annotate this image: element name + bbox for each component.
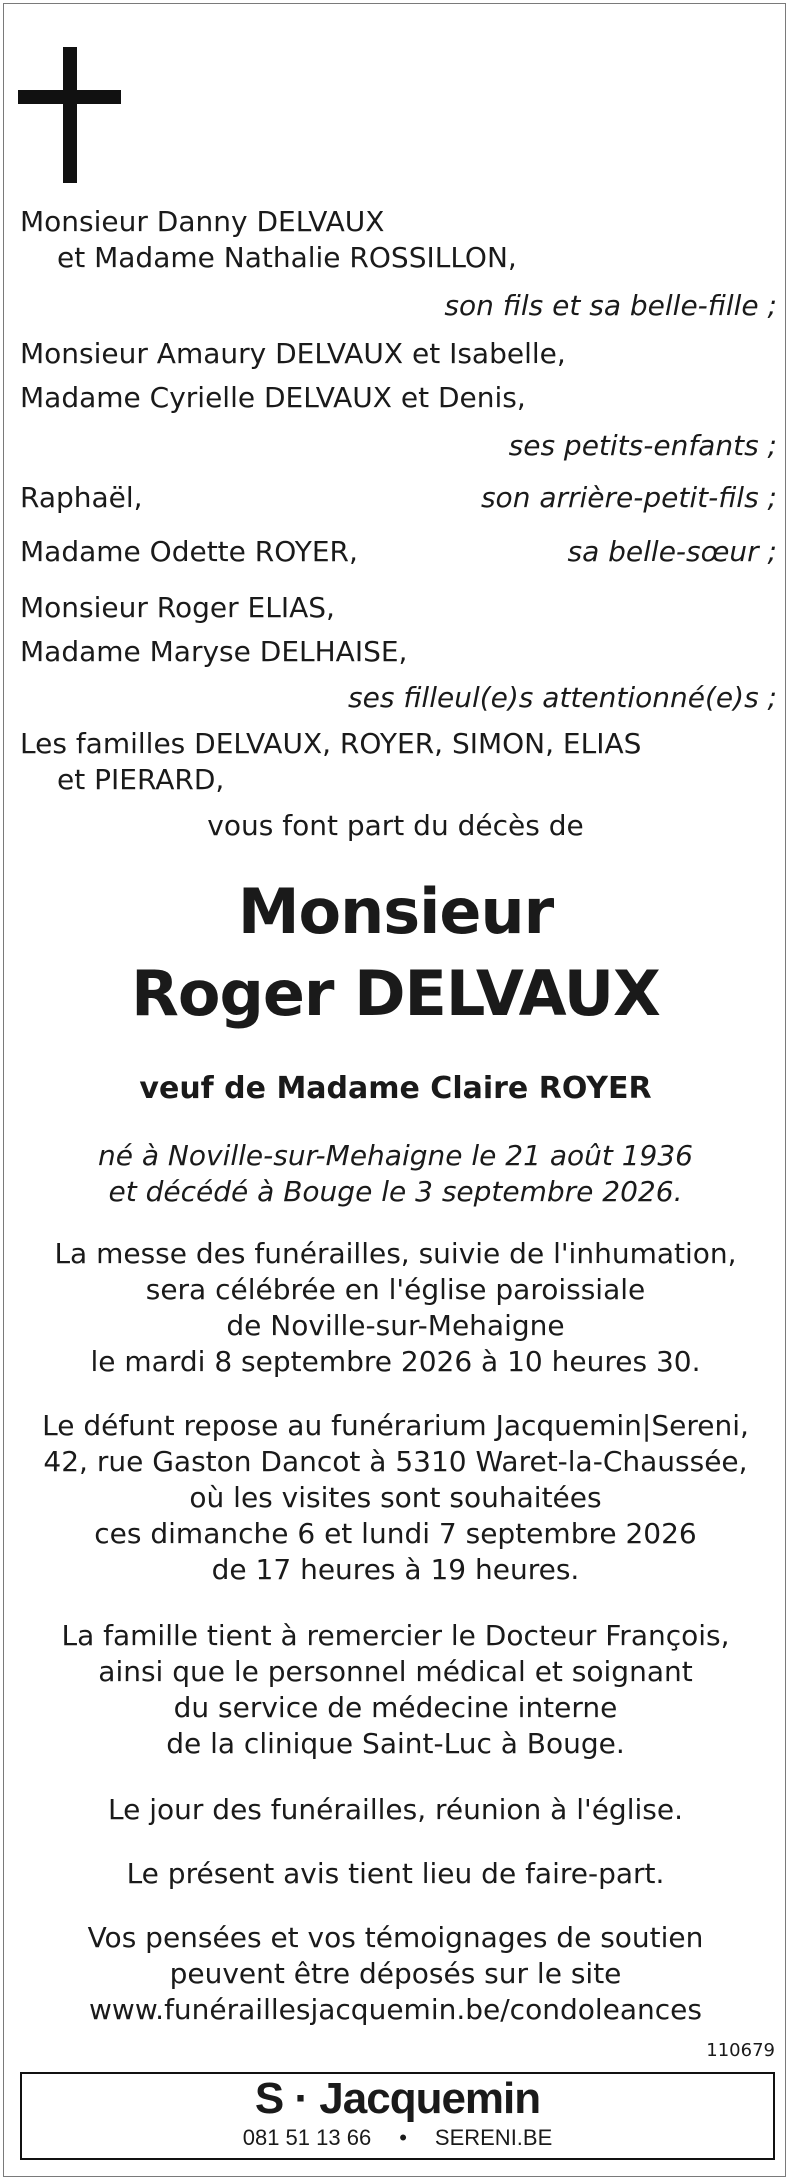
family-line: Monsieur Roger ELIAS, — [20, 591, 335, 624]
meeting-line: Le jour des funérailles, réunion à l'église. — [108, 1793, 683, 1826]
funeral-home-logo: S · Jacquemin — [254, 2074, 541, 2123]
family-line: Madame Maryse DELHAISE, — [20, 635, 408, 668]
relation-label: ses filleul(e)s attentionné(e)s ; — [348, 681, 777, 714]
family-line-split — [20, 534, 777, 570]
condolences-line: peuvent être déposés sur le site — [169, 1957, 622, 1990]
family-line: Les familles DELVAUX, ROYER, SIMON, ELIAS — [20, 727, 642, 760]
mass-line: de Noville-sur-Mehaigne — [226, 1309, 565, 1342]
cross-icon — [18, 47, 121, 183]
relation-label: son arrière-petit-fils ; — [480, 481, 777, 514]
mass-line: La messe des funérailles, suivie de l'inhumation, — [54, 1237, 737, 1270]
relation-label: son fils et sa belle-fille ; — [444, 289, 777, 322]
rest-line: où les visites sont souhaitées — [189, 1481, 602, 1514]
family-line: et Madame Nathalie ROSSILLON, — [57, 241, 517, 274]
rest-line: 42, rue Gaston Dancot à 5310 Waret-la-Chaussée, — [43, 1445, 748, 1478]
thanks-line: du service de médecine interne — [173, 1691, 618, 1724]
deceased-name: Roger DELVAUX — [131, 957, 660, 1030]
rest-line: Le défunt repose au funérarium Jacquemin|Sereni, — [42, 1409, 749, 1442]
family-line-split — [20, 480, 777, 516]
condolences-line: Vos pensées et vos témoignages de soutien — [87, 1921, 704, 1954]
deceased-title: Monsieur — [237, 875, 554, 948]
funeral-home-footer — [20, 2072, 775, 2160]
thanks-line: La famille tient à remercier le Docteur François, — [61, 1619, 730, 1652]
reference-number: 110679 — [706, 2040, 775, 2061]
notice-line: Le présent avis tient lieu de faire-part. — [126, 1857, 665, 1890]
birth-line: né à Noville-sur-Mehaigne le 21 août 1936 — [98, 1139, 693, 1172]
family-line: Monsieur Amaury DELVAUX et Isabelle, — [20, 337, 566, 370]
condolences-link[interactable]: www.funéraillesjacquemin.be/condoleances — [89, 1993, 702, 2026]
rest-line: de 17 heures à 19 heures. — [211, 1553, 580, 1586]
thanks-line: ainsi que le personnel médical et soignant — [98, 1655, 693, 1688]
family-name: Raphaël, — [20, 481, 143, 514]
family-line: Monsieur Danny DELVAUX — [20, 205, 385, 238]
mass-line: sera célébrée en l'église paroissiale — [145, 1273, 646, 1306]
relation-label: sa belle-sœur ; — [567, 535, 777, 568]
announcement-line: vous font part du décès de — [207, 809, 584, 842]
family-line: Madame Cyrielle DELVAUX et Denis, — [20, 381, 526, 414]
website-link[interactable]: SERENI.BE — [434, 2125, 553, 2150]
family-name: Madame Odette ROYER, — [20, 535, 358, 568]
phone-number[interactable]: 081 51 13 66 — [242, 2125, 372, 2150]
contact-line — [22, 2124, 773, 2152]
bullet-icon: • — [399, 2125, 407, 2150]
relation-label: ses petits-enfants ; — [508, 429, 777, 462]
widow-line: veuf de Madame Claire ROYER — [139, 1071, 652, 1106]
thanks-line: de la clinique Saint-Luc à Bouge. — [166, 1727, 625, 1760]
family-line: et PIERARD, — [57, 763, 225, 796]
death-line: et décédé à Bouge le 3 septembre 2026. — [108, 1175, 683, 1208]
rest-line: ces dimanche 6 et lundi 7 septembre 2026 — [94, 1517, 697, 1550]
mass-line: le mardi 8 septembre 2026 à 10 heures 30. — [90, 1345, 701, 1378]
